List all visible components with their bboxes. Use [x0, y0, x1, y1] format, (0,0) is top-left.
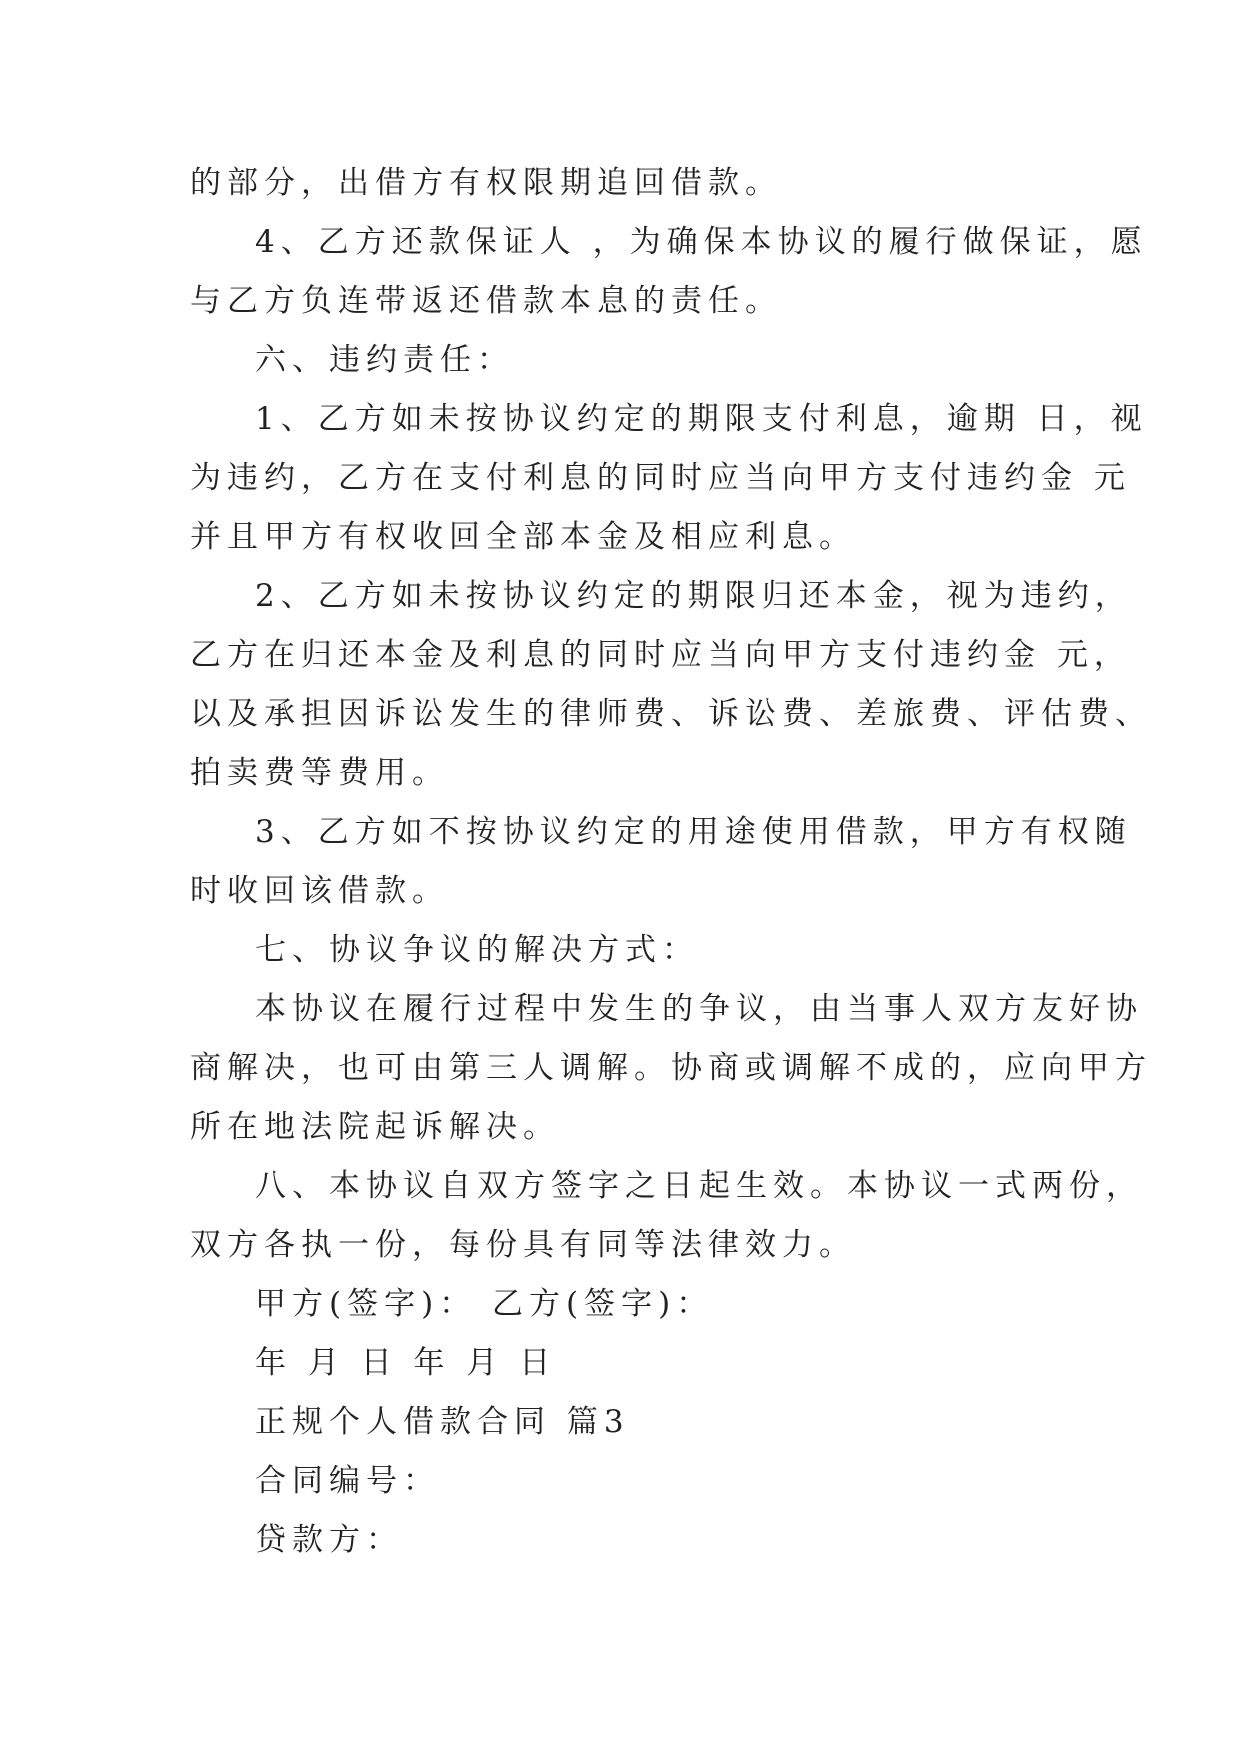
- section-heading: 六、违约责任：: [255, 342, 514, 378]
- paragraph-line: 的部分，出借方有权限期追回借款。: [190, 165, 782, 201]
- paragraph-line: 时收回该借款。: [190, 873, 449, 909]
- section-heading: 七、协议争议的解决方式：: [255, 932, 699, 968]
- date-line: 年 月 日 年 月 日: [255, 1345, 557, 1381]
- signature-line: 甲方(签字)： 乙方(签字)：: [255, 1286, 714, 1322]
- paragraph-line: 3、乙方如不按协议约定的用途使用借款，甲方有权随: [255, 814, 1132, 850]
- paragraph-line: 所在地法院起诉解决。: [190, 1109, 560, 1145]
- paragraph-line: 2、乙方如未按协议约定的期限归还本金，视为违约，: [255, 578, 1132, 614]
- paragraph-line: 以及承担因诉讼发生的律师费、诉讼费、差旅费、评估费、: [190, 696, 1152, 732]
- paragraph-line: 拍卖费等费用。: [190, 755, 449, 791]
- paragraph-line: 八、本协议自双方签字之日起生效。本协议一式两份，: [255, 1168, 1143, 1204]
- lender-label: 贷款方：: [255, 1522, 403, 1558]
- paragraph-line: 商解决，也可由第三人调解。协商或调解不成的，应向甲方: [190, 1050, 1152, 1086]
- contract-number-label: 合同编号：: [255, 1463, 440, 1499]
- paragraph-line: 4、乙方还款保证人 ，为确保本协议的履行做保证，愿: [255, 224, 1148, 260]
- paragraph-line: 双方各执一份，每份具有同等法律效力。: [190, 1227, 856, 1263]
- contract-title: 正规个人借款合同 篇3: [255, 1404, 630, 1440]
- paragraph-line: 与乙方负连带返还借款本息的责任。: [190, 283, 782, 319]
- paragraph-line: 并且甲方有权收回全部本金及相应利息。: [190, 519, 856, 555]
- paragraph-line: 为违约，乙方在支付利息的同时应当向甲方支付违约金 元: [190, 460, 1131, 496]
- paragraph-line: 乙方在归还本金及利息的同时应当向甲方支付违约金 元，: [190, 637, 1131, 673]
- paragraph-line: 本协议在履行过程中发生的争议，由当事人双方友好协: [255, 991, 1143, 1027]
- paragraph-line: 1、乙方如未按协议约定的期限支付利息，逾期 日，视: [255, 401, 1148, 437]
